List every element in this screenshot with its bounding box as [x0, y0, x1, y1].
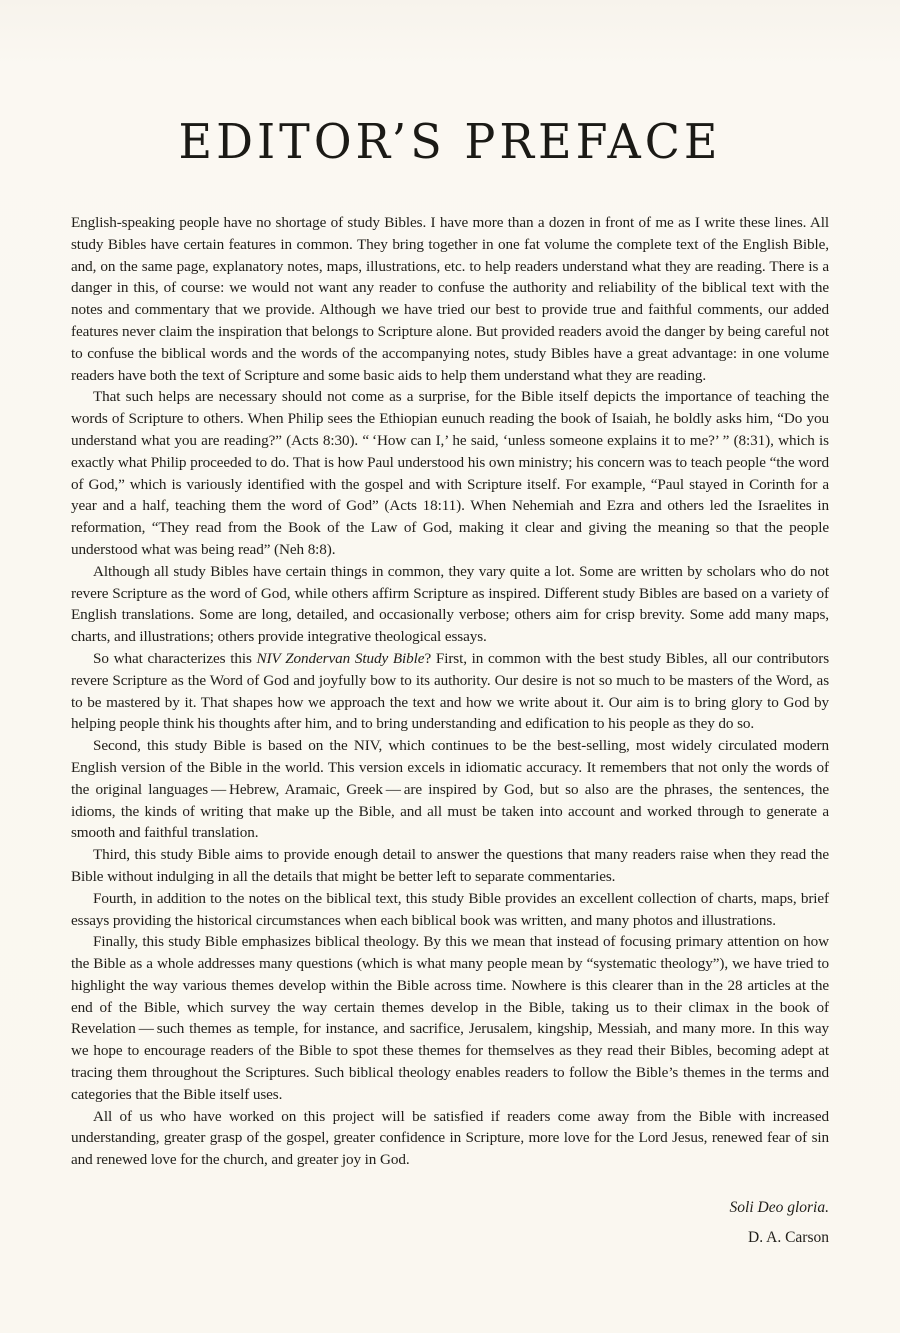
- preface-body: [71, 212, 829, 1171]
- text-run: All of us who have worked on this project will be satisfied if readers come away from the Bible with increased understanding, greater grasp of the gospel, greater confidence in Scripture, more love for the Lord Jesus, renewed fear of sin and renewed love for the church, and greater joy in God.: [71, 1107, 829, 1169]
- text-run: ? First, in common with the best study Bibles, all our contributors revere Scripture as the Word of God and joyfully bow to its authority. Our desire is not so much to be masters of the Word, as to be mastered by it. That shapes how we approach the text and how we write about it. Our aim is to bring glory to God by helping people think his thoughts after him, and to bring understanding and edification to his people as they do so.: [71, 649, 830, 733]
- paragraph: [71, 1106, 829, 1171]
- paragraph: [71, 386, 829, 560]
- paragraph: [71, 561, 829, 648]
- text-run: Fourth, in addition to the notes on the biblical text, this study Bible provides an excellent collection of charts, maps, brief essays providing the historical circumstances when each biblical book was written, and many photos and illustrations.: [71, 889, 829, 929]
- paragraph: [71, 844, 829, 888]
- paragraph: [71, 648, 829, 735]
- page-title: EDITOR’S PREFACE: [178, 113, 722, 170]
- author-signature: D. A. Carson: [748, 1229, 829, 1247]
- text-run: So what characterizes this: [93, 649, 257, 667]
- text-run: Finally, this study Bible emphasizes biblical theology. By this we mean that instead of focusing primary attention on how the Bible as a whole addresses many questions (which is what many people mean by “systematic theology”), we have tried to highlight the way various themes develop within the Bible across time. Nowhere is this clearer than in the 28 articles at the end of the Bible, which survey the way certain themes develop in the Bible, taking us to their climax in the book of Revelation — such themes as temple, for instance, and sacrifice, Jerusalem, kingship, Messiah, and many more. In this way we hope to encourage readers of the Bible to spot these themes for themselves as they read their Bibles, becoming adept at tracing them throughout the Scriptures. Such biblical theology enables readers to follow the Bible’s themes in the terms and categories that the Bible itself uses.: [71, 933, 829, 1103]
- paragraph: [71, 888, 829, 932]
- text-run: Second, this study Bible is based on the NIV, which continues to be the best-selling, most widely circulated modern English version of the Bible in the world. This version excels in idiomatic accuracy. It remembers that not only the words of the original languages — Hebrew, Aramaic, Greek — are inspired by God, but so also are the phrases, the sentences, the idioms, the kinds of writing that make up the Bible, and all must be taken into account and worked through to generate a smooth and faithful translation.: [71, 737, 829, 842]
- text-run: Although all study Bibles have certain things in common, they vary quite a lot. Some are written by scholars who do not revere Scripture as the word of God, while others affirm Scripture as inspired. Different study Bibles are based on a variety of English translations. Some are long, detailed, and occasionally verbose; others aim for crisp brevity. Some add many maps, charts, and illustrations; others provide integrative theological essays.: [71, 562, 829, 646]
- paragraph: [71, 931, 829, 1105]
- text-run: English-speaking people have no shortage of study Bibles. I have more than a dozen in front of me as I write these lines. All study Bibles have certain features in common. They bring together in one fat volume the complete text of the English Bible, and, on the same page, explanatory notes, maps, illustrations, etc. to help readers understand what they are reading. There is a danger in this, of course: we would not want any reader to confuse the authority and reliability of the biblical text with the notes and commentary that we provide. Although we have tried our best to provide true and faithful comments, our added features never claim the inspiration that belongs to Scripture alone. But provided readers avoid the danger by being careful not to confuse the biblical words and the words of the accompanying notes, study Bibles have a great advantage: in one volume readers have both the text of Scripture and some basic aids to help them understand what they are reading.: [71, 214, 829, 384]
- closing-motto: Soli Deo gloria.: [729, 1199, 829, 1217]
- closing-block: [71, 1197, 829, 1249]
- book-title-italic: NIV Zondervan Study Bible: [256, 649, 425, 667]
- paragraph: [71, 735, 829, 844]
- paragraph: [71, 212, 829, 386]
- text-run: Third, this study Bible aims to provide enough detail to answer the questions that many readers raise when they read the Bible without indulging in all the details that might be better left to separate commentaries.: [71, 846, 829, 885]
- text-run: That such helps are necessary should not come as a surprise, for the Bible itself depicts the importance of teaching the words of Scripture to others. When Philip sees the Ethiopian eunuch reading the book of Isaiah, he boldly asks him, “Do you understand what you are reading?” (Acts 8:30). “ ‘How can I,’ he said, ‘unless someone explains it to me?’ ” (8:31), which is exactly what Philip proceeded to do. That is how Paul understood his own ministry; his concern was to teach people “the word of God,” which is variously identified with the gospel and with Scripture itself. For example, “Paul stayed in Corinth for a year and a half, teaching them the word of God” (Acts 18:11). When Nehemiah and Ezra and others led the Israelites in reformation, “They read from the Book of the Law of God, making it clear and giving the meaning so that the people understood what was being read” (Neh 8:8).: [71, 388, 829, 558]
